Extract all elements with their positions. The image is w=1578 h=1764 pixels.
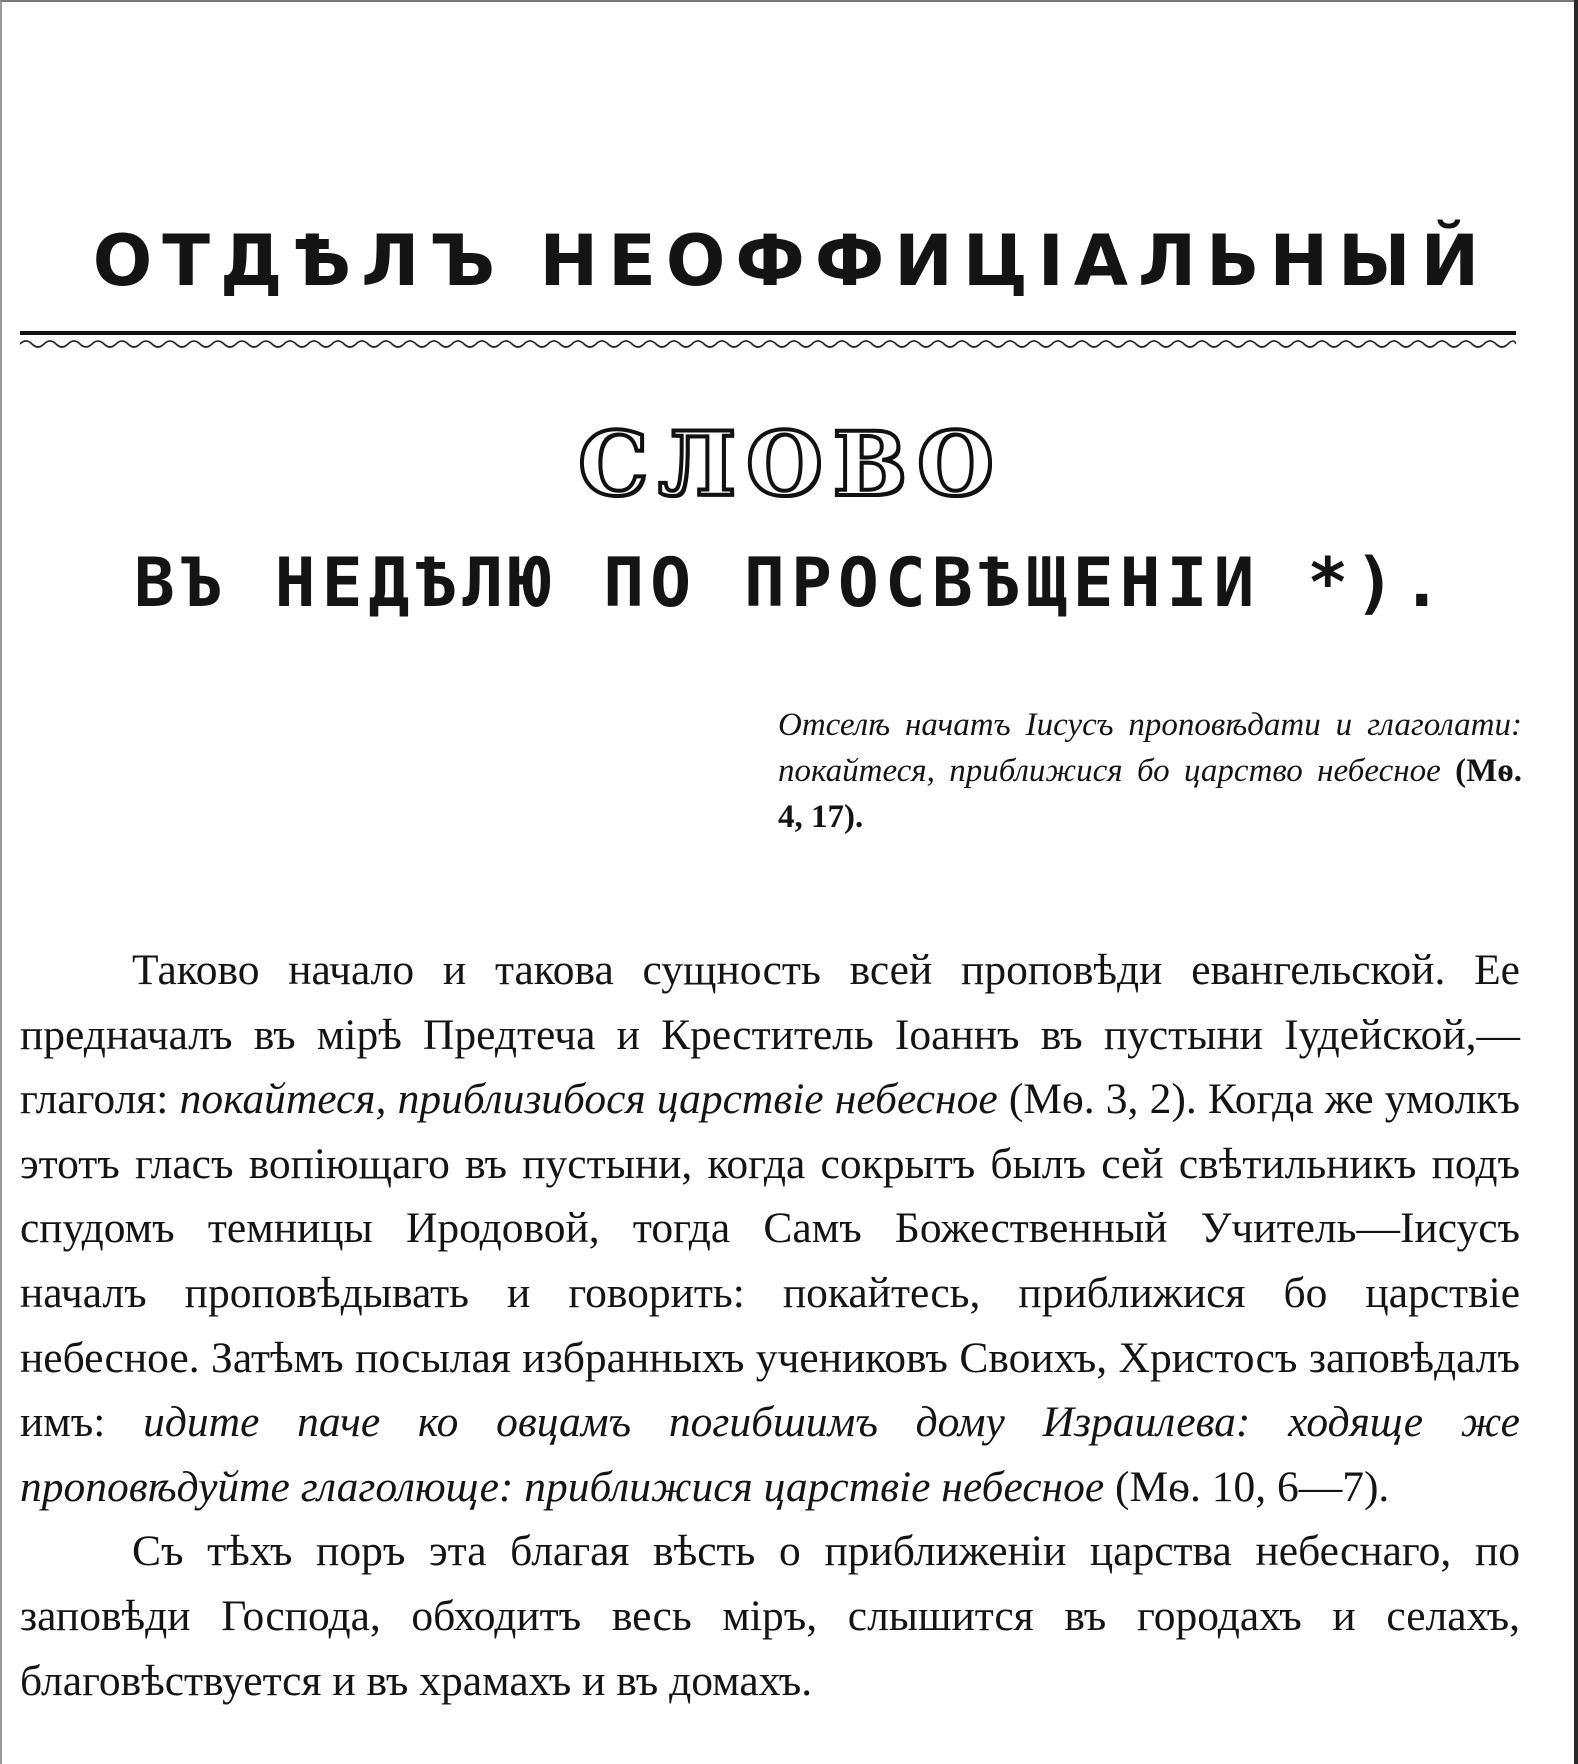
page-edge (1574, 0, 1578, 1764)
sermon-title: СЛОВО (578, 412, 1004, 516)
paragraph-1-text-b: (Мѳ. 3, 2). Когда же умолкъ этотъ гласъ вопіющаго въ пустыни, когда сокрытъ былъ сей свѣтильникъ подъ спудомъ темницы Иродовой, тогда Самъ Божественный Учитель—Іисусъ началъ проповѣдывать и говорить: покайтесь, приближися бо царствіе небесное. Затѣмъ посылая избранныхъ учениковъ Своихъ, Христосъ заповѣдалъ имъ: (20, 1075, 1520, 1447)
paragraph-2 (20, 1519, 1520, 1713)
wavy-ornament-rule (20, 338, 1516, 350)
epigraph-text: Отселѣ начатъ Іисусъ проповѣдати и глаголати: покайтеся, приближися бо царство небесное (778, 707, 1522, 789)
paragraph-1-text-a: Таково начало и такова сущность всей проповѣди евангельской. Ее предначалъ въ мірѣ Предтеча и Креститель Іоаннъ въ пустыни Іудейской,—глаголя: (20, 946, 1520, 1124)
sermon-subtitle: ВЪ НЕДѢЛЮ ПО ПРОСВѢЩЕНІИ *). (133, 544, 1449, 623)
double-rule (20, 331, 1516, 335)
epigraph (778, 702, 1522, 840)
body-text (20, 938, 1520, 1713)
epigraph-reference: (Мѳ. 4, 17). (778, 753, 1522, 835)
scripture-quote-2: идите паче ко овцамъ погибшимъ дому Израилева: ходяще же проповѣдуйте глаголюще: приближися царствіе небесное (20, 1398, 1520, 1511)
paragraph-1 (20, 938, 1520, 1519)
section-title: ОТДѢЛЪ НЕОФФИЦІАЛЬНЫЙ (92, 220, 1490, 302)
paragraph-1-text-c: (Мѳ. 10, 6—7). (1104, 1462, 1390, 1511)
scripture-quote-1: покайтеся, приблизибося царствіе небесное (179, 1075, 998, 1124)
paragraph-2-text: Съ тѣхъ поръ эта благая вѣсть о приближеніи царства небеснаго, по заповѣди Господа, обходитъ весь міръ, слышится въ городахъ и селахъ, благовѣствуется и въ храмахъ и въ домахъ. (20, 1527, 1520, 1705)
